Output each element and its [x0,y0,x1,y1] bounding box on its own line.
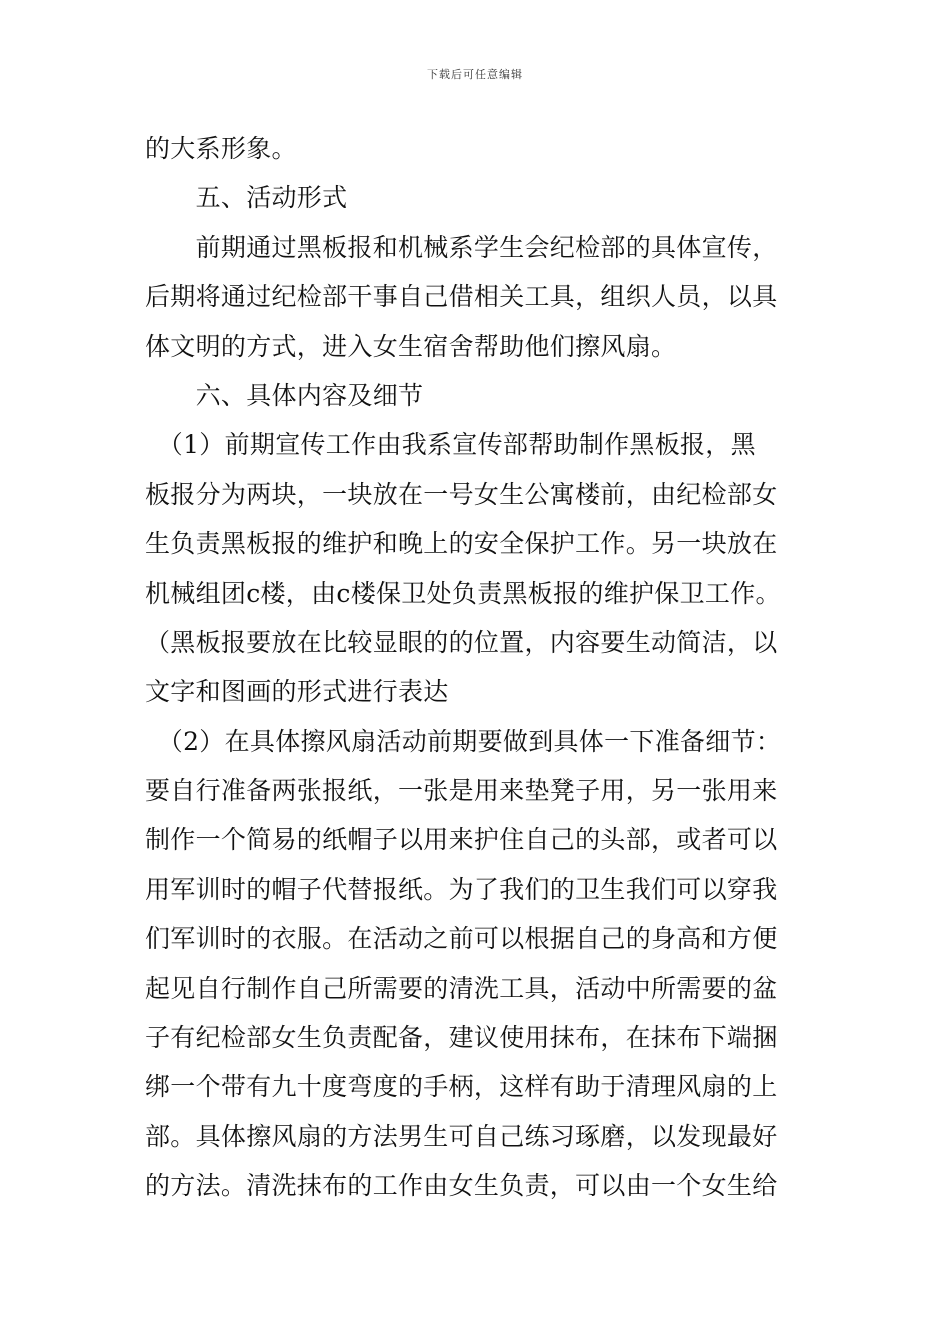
text-line: 绑一个带有九十度弯度的手柄，这样有助于清理风扇的上 [145,1072,778,1102]
text-line: 们军训时的衣服。在活动之前可以根据自己的身高和方便 [145,924,778,954]
text-line: 机械组团c楼，由c楼保卫处负责黑板报的维护保卫工作。 [145,578,781,608]
text-line: 后期将通过纪检部干事自己借相关工具，组织人员，以具 [145,282,778,312]
text-line: 起见自行制作自己所需要的清洗工具，活动中所需要的盆 [145,973,778,1003]
text-line: （黑板报要放在比较显眼的的位置，内容要生动简洁，以 [145,627,778,657]
text-line: 的方法。清洗抹布的工作由女生负责，可以由一个女生给 [145,1171,778,1201]
text-line: 文字和图画的形式进行表达 [145,677,449,707]
text-line: 用军训时的帽子代替报纸。为了我们的卫生我们可以穿我 [145,874,778,904]
section-heading: 六、具体内容及细节 [145,380,424,410]
text-line: 前期通过黑板报和机械系学生会纪检部的具体宣传， [145,232,778,262]
document-body [145,124,815,1211]
text-line: 子有纪检部女生负责配备，建议使用抹布，在抹布下端捆 [145,1023,778,1053]
text-line: 生负责黑板报的维护和晚上的安全保护工作。另一块放在 [145,529,778,559]
text-line: （2）在具体擦风扇活动前期要做到具体一下准备细节： [145,726,782,756]
page-header: 下载后可任意编辑 [427,68,523,81]
text-line: 要自行准备两张报纸，一张是用来垫凳子用，另一张用来 [145,776,778,806]
section-heading: 五、活动形式 [145,183,348,213]
text-line: 的大系形象。 [145,134,297,163]
text-line: （1）前期宣传工作由我系宣传部帮助制作黑板报，黑 [145,430,756,460]
text-line: 体文明的方式，进入女生宿舍帮助他们擦风扇。 [145,331,677,361]
text-line: 板报分为两块，一块放在一号女生公寓楼前，由纪检部女 [145,479,778,509]
text-line: 制作一个简易的纸帽子以用来护住自己的头部，或者可以 [145,825,778,855]
text-line: 部。具体擦风扇的方法男生可自己练习琢磨，以发现最好 [145,1121,778,1151]
